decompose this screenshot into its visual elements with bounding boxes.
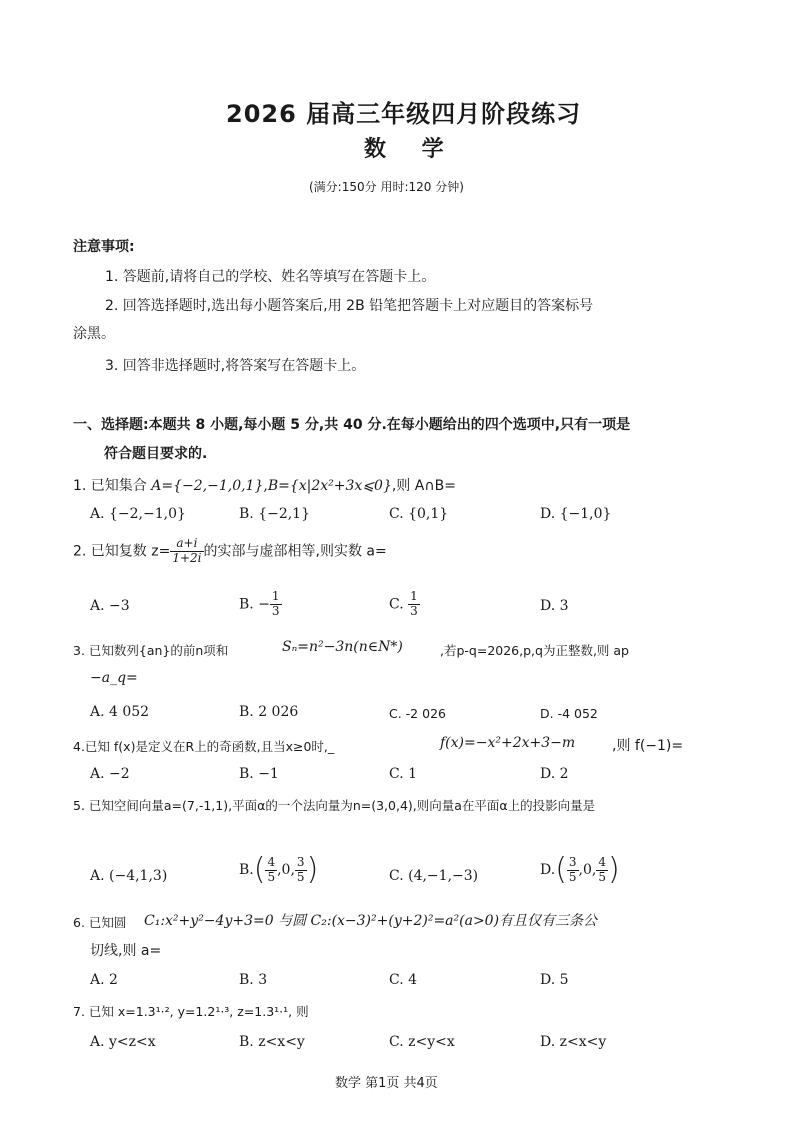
q3-stem-prefix: 3. 已知数列{an}的前n项和	[73, 643, 229, 658]
q3-stem-suffix: ,若p-q=2026,p,q为正整数,则 ap	[440, 643, 629, 658]
q3-formula: Sₙ=n²−3n(n∈N*)	[282, 639, 403, 655]
q5-option-d-frac1	[567, 856, 579, 885]
q2-option-c-frac	[408, 590, 420, 619]
q2-option-c-label: C.	[389, 596, 404, 613]
q2-option-b-label: B. −	[239, 596, 270, 613]
q2-option-c-num: 1	[410, 589, 418, 603]
q6-formula: C₁:x²+y²−4y+3=0 与圆 C₂:(x−3)²+(y+2)²=a²(a>0)有且仅有三条公	[144, 913, 598, 929]
exam-meta: (满分:150分 用时:120 分钟)	[309, 180, 464, 194]
q1-option-b: B. {−2,1}	[239, 506, 310, 522]
q2-option-c	[389, 590, 420, 619]
q5-b-num1: 4	[267, 854, 276, 869]
q7-option-d: D. z<x<y	[540, 1034, 607, 1050]
q2-frac-num: a+i	[170, 537, 203, 552]
q6-option-b: B. 3	[239, 972, 268, 988]
q5-d-num2: 4	[598, 854, 606, 869]
subject-title: 数 学	[364, 137, 458, 162]
q5-d-den2: 5	[598, 869, 606, 884]
q2-stem-prefix: 2. 已知复数 z=	[73, 543, 171, 560]
section-heading: 一、选择题:本题共 8 小题,每小题 5 分,共 40 分.在每小题给出的四个选项中,只有一项是	[73, 417, 631, 433]
q5-b-num2: 3	[296, 854, 305, 869]
q3-stem-line2: −a_q=	[90, 670, 138, 686]
question-1: 1. 已知集合 A={−2,−1,0,1},B={x|2x²+3x⩽0},则 A∩B=	[73, 478, 456, 494]
q3-option-c: C. -2 026	[389, 706, 446, 721]
q5-d-den1: 5	[568, 869, 577, 884]
section-heading-cont: 符合题目要求的.	[104, 446, 208, 462]
q3-option-d: D. -4 052	[540, 706, 598, 721]
q4-option-b: B. −1	[239, 766, 279, 782]
q1-set-b: B={x|2x²+3x⩽0}	[267, 478, 392, 494]
notice-item-2: 2. 回答选择题时,选出每小题答案后,用 2B 铅笔把答题卡上对应题目的答案标号	[105, 298, 594, 314]
q6-option-c: C. 4	[389, 972, 418, 988]
q5-d-mid: ,0,	[578, 862, 597, 878]
q2-option-b-den: 3	[271, 603, 280, 618]
q6-option-a: A. 2	[90, 972, 118, 988]
q2-frac-den: 1+2i	[172, 550, 202, 565]
q2-option-d: D. 3	[540, 598, 569, 614]
notice-item-2-cont: 涂黑。	[73, 326, 115, 342]
q5-option-b-frac2	[295, 856, 307, 885]
q2-option-b-num: 1	[271, 589, 280, 603]
q1-option-c: C. {0,1}	[389, 506, 449, 522]
q7-option-c: C. z<y<x	[389, 1034, 455, 1050]
q2-option-a: A. −3	[90, 598, 130, 614]
question-7: 7. 已知 x=1.3¹·², y=1.2¹·³, z=1.3¹·¹, 则	[73, 1004, 309, 1019]
q1-stem-prefix: 1. 已知集合	[73, 478, 152, 494]
q4-formula: f(x)=−x²+2x+3−m	[440, 735, 576, 751]
q5-option-b-label: B.	[239, 862, 254, 878]
q7-option-a: A. y<z<x	[90, 1034, 156, 1050]
q3-option-b: B. 2 026	[239, 704, 299, 720]
q2-option-c-den: 3	[410, 603, 418, 618]
q1-option-a: A. {−2,−1,0}	[90, 506, 186, 522]
notice-item-3: 3. 回答非选择题时,将答案写在答题卡上。	[105, 358, 366, 374]
q4-option-a: A. −2	[90, 766, 130, 782]
q2-option-b-frac	[270, 590, 282, 619]
notice-heading: 注意事项:	[73, 239, 135, 255]
q4-stem-suffix: ,则 f(−1)=	[612, 738, 684, 754]
q4-option-c: C. 1	[389, 766, 418, 782]
q5-d-num1: 3	[568, 854, 577, 869]
q2-fraction	[170, 537, 203, 566]
q1-set-a: A={−2,−1,0,1}	[151, 478, 264, 494]
page-footer: 数学 第1页 共4页	[335, 1076, 438, 1091]
q1-option-d: D. {−1,0}	[540, 506, 612, 522]
q5-option-c: C. (4,−1,−3)	[389, 868, 479, 884]
q5-b-den2: 5	[296, 869, 305, 884]
q5-b-mid: ,0,	[277, 862, 295, 878]
notice-item-1: 1. 答题前,请将自己的学校、姓名等填写在答题卡上。	[105, 269, 436, 285]
question-4: 4.已知 f(x)是定义在R上的奇函数,且当x≥0时,_	[73, 739, 335, 754]
q6-stem-line2: 切线,则 a=	[90, 943, 162, 959]
q5-option-b: B.( $\frac{4}{5}$ ,0, $\frac{3}{5}$ )	[239, 852, 319, 887]
question-3	[73, 641, 228, 659]
q4-option-d: D. 2	[540, 766, 569, 782]
q5-option-b-frac1	[265, 856, 277, 885]
q3-option-a: A. 4 052	[90, 704, 150, 720]
q5-option-d: D.( $\frac{3}{5}$ ,0, $\frac{4}{5}$ )	[540, 852, 620, 887]
q6-option-d: D. 5	[540, 972, 569, 988]
q5-option-a: A. (−4,1,3)	[90, 868, 168, 884]
question-5: 5. 已知空间向量a=(7,-1,1),平面α的一个法向量为n=(3,0,4),则向量a在平面α上的投影向量是	[73, 798, 596, 813]
question-2	[73, 537, 387, 566]
exam-title: 2026 届高三年级四月阶段练习	[226, 100, 582, 128]
q5-option-d-frac2	[596, 856, 608, 885]
question-6: 6. 已知圆	[73, 915, 127, 930]
q7-option-b: B. z<x<y	[239, 1034, 305, 1050]
q5-option-d-label: D.	[540, 862, 556, 878]
q2-option-b	[239, 590, 282, 619]
q2-stem-suffix: 的实部与虚部相等,则实数 a=	[203, 543, 387, 560]
q1-stem-suffix: ,则 A∩B=	[391, 478, 456, 494]
q5-b-den1: 5	[267, 869, 276, 884]
